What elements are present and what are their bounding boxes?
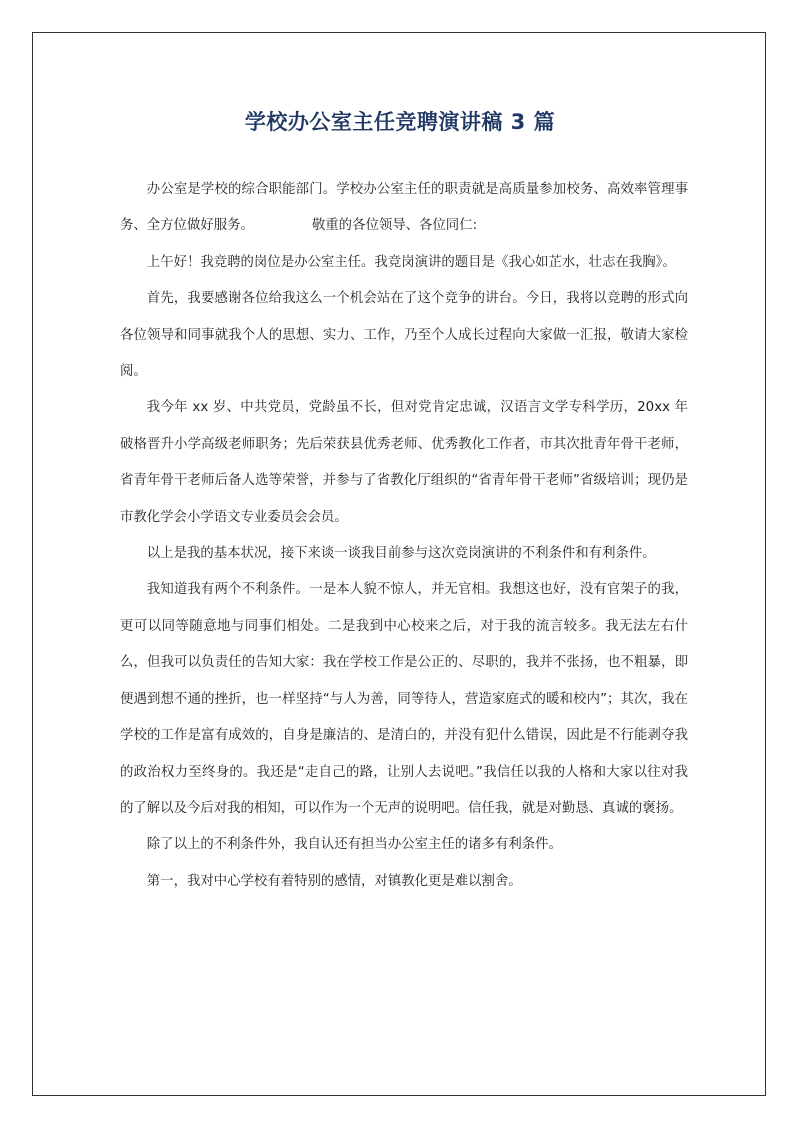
paragraph: 首先，我要感谢各位给我这么一个机会站在了这个竞争的讲台。今日，我将以竞聘的形式向各位领导和同事就我个人的思想、实力、工作，乃至个人成长过程向大家做一汇报，敬请大家检阅。: [120, 291, 688, 380]
paragraph: 我知道我有两个不利条件。一是本人貌不惊人，并无官相。我想这也好，没有官架子的我，更可以同等随意地与同事们相处。二是我到中心校来之后，对于我的流言较多。我无法左右什么，但我可以负责任的告知大家：我在学校工作是公正的、尽职的，我并不张扬，也不粗暴，即便遇到想不通的挫折，也一样坚持“与人为善，同等待人，营造家庭式的暖和校内”；其次，我在学校的工作是富有成效的，自身是廉洁的、是清白的，并没有犯什么错误，因此是不行能剥夺我的政治权力至终身的。我还是“走自己的路，让别人去说吧。”我信任以我的人格和大家以往对我的了解以及今后对我的相知，可以作为一个无声的说明吧。信任我，就是对勤恳、真诚的褒扬。: [120, 582, 688, 816]
paragraph-greeting-text: 敬重的各位领导、各位同仁:: [311, 218, 478, 234]
paragraph: 我今年 xx 岁、中共党员，党龄虽不长，但对党肯定忠诚，汉语言文学专科学历，20xx 年破格晋升小学高级老师职务；先后荣获县优秀老师、优秀教化工作者，市其次批青年骨干老师，省青年骨干老师后备人选等荣誉，并参与了省教化厅组织的“省青年骨干老师”省级培训；现仍是市教化学会小学语文专业委员会会员。: [120, 400, 688, 525]
paragraph: 除了以上的不利条件外，我自认还有担当办公室主任的诸多有利条件。: [146, 837, 562, 853]
document-body: [120, 172, 688, 900]
paragraph: 第一，我对中心学校有着特别的感情，对镇教化更是难以割舍。: [146, 873, 522, 889]
paragraph: 上午好！我竞聘的岗位是办公室主任。我竞岗演讲的题目是《我心如芷水，壮志在我胸》。: [146, 254, 676, 270]
document-title: 学校办公室主任竞聘演讲稿 3 篇: [244, 110, 556, 134]
paragraph-intro-text: 办公室是学校的综合职能部门。学校办公室主任的职责就是高质量参加校务、高效率管理事务、全方位做好服务。: [120, 182, 688, 234]
paragraph: 以上是我的基本状况，接下来谈一谈我目前参与这次竞岗演讲的不利条件和有利条件。: [146, 546, 656, 562]
paragraph-intro: [120, 172, 688, 245]
